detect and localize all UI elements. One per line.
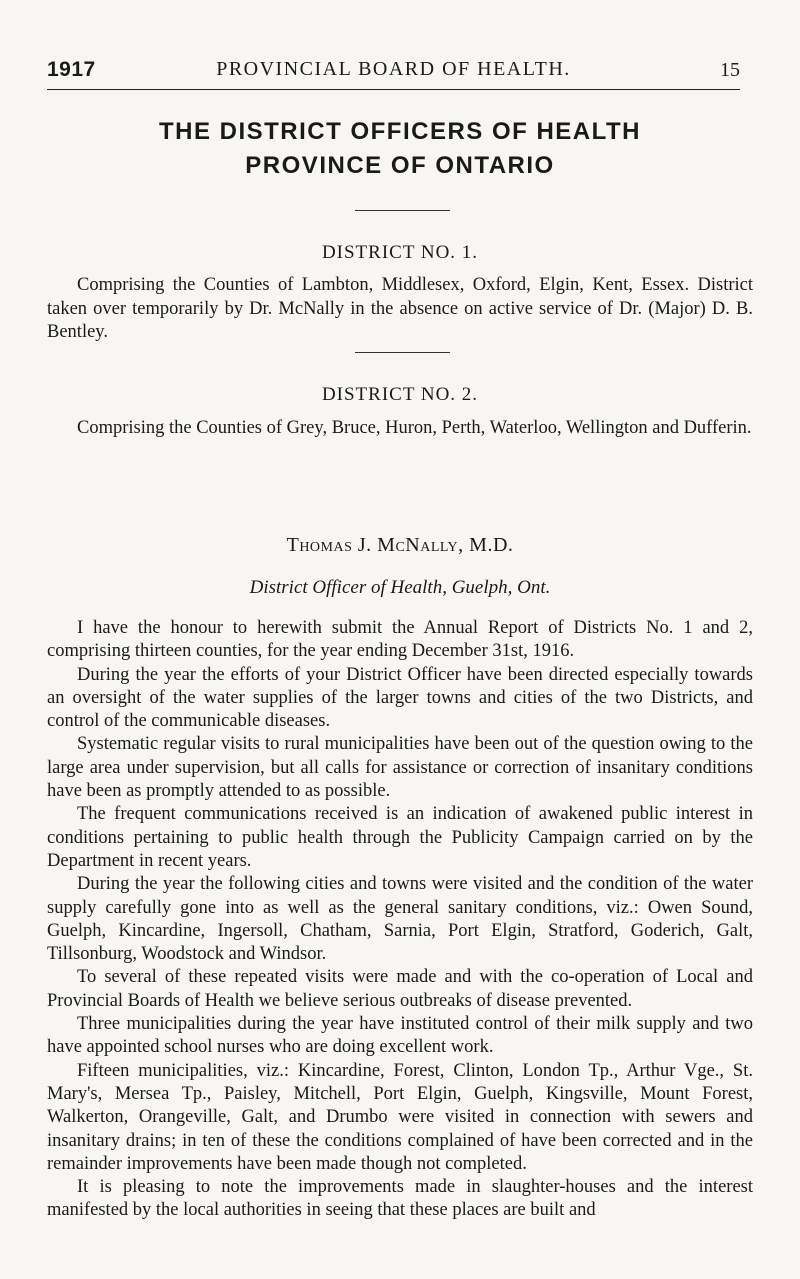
- main-title-line1: THE DISTRICT OFFICERS OF HEALTH: [158, 118, 642, 145]
- header-rule: [47, 89, 740, 90]
- district-1-heading: DISTRICT NO. 1.: [321, 242, 479, 263]
- section-divider: [355, 210, 450, 211]
- page-number: 15: [720, 59, 740, 81]
- report-body: [47, 617, 753, 1223]
- report-paragraph: During the year the efforts of your District Officer have been directed especially towards an oversight of the water supplies of the larger towns and cities of the two Districts, and control of the communicable diseases.: [47, 664, 753, 732]
- report-paragraph: Fifteen municipalities, viz.: Kincardine, Forest, Clinton, London Tp., Arthur Vge., St. Mary's, Mersea Tp., Paisley, Mitchell, Port Elgin, Guelph, Kingsville, Mount Forest, Walkerton, Orangeville, Galt, and Drumbo were visited in connection with sewers and insanitary drains; in ten of these the conditions complained of have been corrected and in the remainder improvements have been made though not completed.: [47, 1060, 753, 1174]
- report-paragraph: To several of these repeated visits were made and with the co-operation of Local and Provincial Boards of Health we believe serious outbreaks of disease prevented.: [47, 967, 753, 1011]
- report-paragraph: I have the honour to herewith submit the Annual Report of Districts No. 1 and 2, comprising thirteen counties, for the year ending December 31st, 1916.: [47, 618, 753, 662]
- officer-name: Thomas J. McNally, M.D.: [286, 534, 514, 556]
- main-title-line2: PROVINCE OF ONTARIO: [245, 152, 555, 179]
- report-paragraph: Three municipalities during the year have instituted control of their milk supply and two have appointed school nurses who are doing excellent work.: [47, 1014, 753, 1058]
- running-head-title: PROVINCIAL BOARD OF HEALTH.: [216, 58, 571, 80]
- officer-title: District Officer of Health, Guelph, Ont.: [249, 577, 551, 598]
- report-paragraph: It is pleasing to note the improvements made in slaughter-houses and the interest manifested by the local authorities in seeing that these places are built and: [47, 1177, 753, 1221]
- section-divider: [355, 352, 450, 353]
- district-2-description: Comprising the Counties of Grey, Bruce, Huron, Perth, Waterloo, Wellington and Dufferin.: [77, 418, 752, 438]
- running-head-year: 1917: [47, 58, 96, 81]
- report-paragraph: During the year the following cities and towns were visited and the condition of the water supply carefully gone into as well as the general sanitary conditions, viz.: Owen Sound, Guelph, Kincardine, Ingersoll, Chatham, Sarnia, Port Elgin, Stratford, Goderich, Galt, Tillsonburg, Woodstock and Windsor.: [47, 874, 753, 965]
- running-head: [47, 58, 740, 84]
- district-2-heading: DISTRICT NO. 2.: [321, 384, 479, 405]
- report-paragraph: Systematic regular visits to rural municipalities have been out of the question owing to the large area under supervision, but all calls for assistance or correction of insanitary conditions have been as promptly attended to as possible.: [47, 734, 753, 802]
- district-1-description: Comprising the Counties of Lambton, Middlesex, Oxford, Elgin, Kent, Essex. District taken over temporarily by Dr. McNally in the absence on active service of Dr. (Major) D. B. Bentley.: [47, 275, 753, 342]
- report-paragraph: The frequent communications received is an indication of awakened public interest in conditions pertaining to public health through the Publicity Campaign carried on by the Department in recent years.: [47, 804, 753, 871]
